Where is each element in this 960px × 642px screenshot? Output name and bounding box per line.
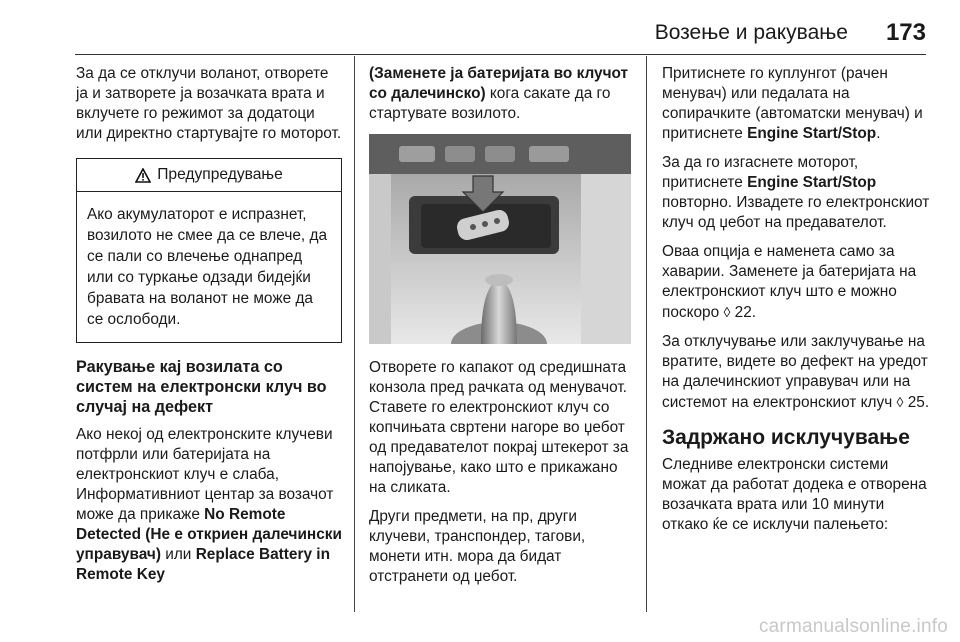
header-divider: [75, 54, 926, 55]
stop-text-end: повторно. Извадете го електронскиот клуч од џебот на предавателот.: [662, 194, 930, 231]
unlock-text: За отклучување или заклучување на вратите, видете во дефект на уредот на далечинскиот управувач или на системот на електронскиот клуч: [662, 333, 928, 411]
emergency-only-paragraph: [662, 242, 930, 323]
watermark: carmanualsonline.info: [758, 616, 948, 637]
continued-text: кога сакате да го стартувате возилото.: [369, 85, 611, 122]
key-in-pocket-illustration: [369, 134, 631, 344]
column-left: [76, 64, 342, 594]
warning-box: [76, 158, 342, 343]
warning-body: Ако акумулаторот е испразнет, возилото не смее да се влече, да се пали со влечење однапред или со туркање одзади бидејќи бравата на воланот не може да се ослободи.: [87, 206, 328, 328]
start-text-end: .: [876, 125, 881, 142]
page-number: 173: [885, 19, 926, 46]
intro-paragraph: За да се отклучи воланот, отворете ја и затворете ја возачката врата и вклучете го режимот за додатоци или директно стартувајте го моторот.: [76, 65, 342, 142]
or-text: или: [160, 546, 196, 563]
page-ref-icon: ◊: [896, 394, 904, 410]
chapter-title: Возење и ракување: [654, 21, 848, 44]
emergency-paragraph: [76, 425, 342, 585]
retained-power-paragraph: Следниве електронски системи можат да работат додека е отворена возачката врата или 10 минути откако ќе се исклучи палењето:: [662, 456, 927, 533]
emergency-only-text: Оваа опција е наменета само за хаварии. Заменете ја батеријата на електронскиот клуч што е можно поскоро: [662, 243, 917, 321]
page-ref-icon: ◊: [723, 304, 731, 320]
start-text: Притиснете го куплунгот (рачен менувач) или педалата на сопирачките (автоматски менувач) и притиснете: [662, 65, 923, 142]
warning-title: Предупредување: [157, 166, 283, 183]
continued-paragraph: [369, 64, 635, 124]
warning-header: [77, 159, 341, 192]
unlock-paragraph: [662, 332, 930, 413]
column-divider-1: [354, 56, 355, 612]
column-middle: [369, 64, 635, 596]
section-title-emergency: Ракување кај возилата со систем на електронски клуч во случај на дефект: [76, 358, 327, 416]
message-replace-battery: Replace Battery in Remote Key: [76, 546, 330, 583]
stop-text: За да го изгаснете моторот, притиснете: [662, 154, 859, 191]
stop-paragraph: [662, 153, 930, 233]
column-divider-2: [646, 56, 647, 612]
start-paragraph: [662, 64, 930, 144]
pocket-instruction-paragraph: Отворете го капакот од средишната конзола пред рачката од менувачот. Ставете го електронскиот клуч со копчињата свртени нагоре во џебот од предавателот покрај штекерот за напојување, како што е прикажано на сликата.: [369, 359, 629, 496]
emergency-text: Ако некој од електронските клучеви потфрли или батеријата на електронскиот клуч е слаба, Информативниот центар за возачот може да прикаже: [76, 426, 334, 523]
replace-battery-translation: (Заменете ја батеријата во клучот со далечинско): [369, 65, 629, 102]
engine-start-stop-label-1: Engine Start/Stop: [747, 125, 877, 142]
other-objects-paragraph: Други предмети, на пр, други клучеви, транспондер, тагови, монети итн. мора да бидат отстранети од џебот.: [369, 508, 586, 585]
console-pocket-photo: [369, 134, 631, 344]
engine-start-stop-label-2: Engine Start/Stop: [747, 174, 877, 191]
page-header: [0, 0, 960, 58]
warning-triangle-icon: [135, 168, 151, 183]
message-no-remote: No Remote Detected (Не е откриен далечински управувач): [76, 506, 342, 563]
page-ref-25[interactable]: 25.: [903, 394, 930, 411]
page-ref-22[interactable]: 22.: [730, 304, 757, 321]
section-title-retained-power: Задржано исклучување: [662, 426, 910, 449]
column-right: [662, 64, 930, 544]
